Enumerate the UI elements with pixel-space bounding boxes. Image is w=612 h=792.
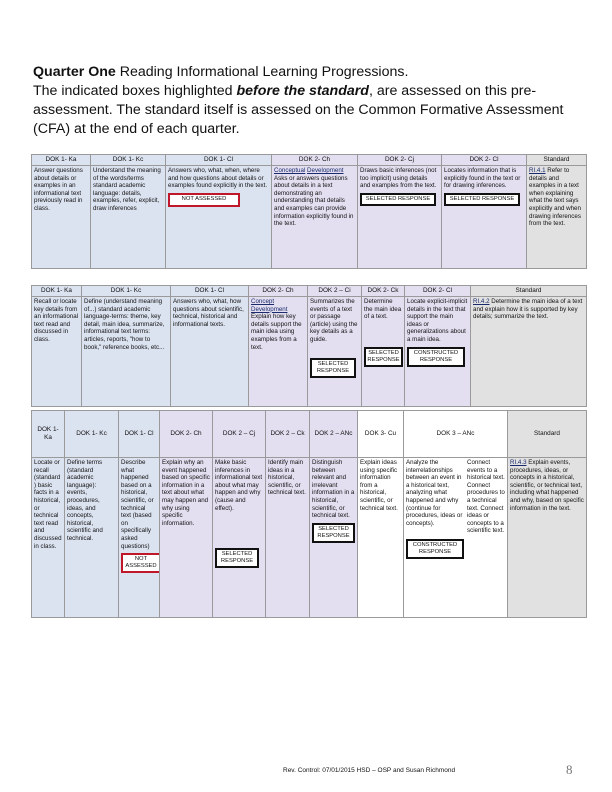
header-standard: Standard: [471, 286, 587, 297]
cell-text: Define (understand meaning of...) standard academic language-terms: theme, key detail, main idea, summarize, informational text terms: articles, reports, "how to book," reference books, etc...: [84, 298, 165, 351]
assessment-box: SELECTED RESPONSE: [444, 193, 520, 206]
assessment-box: CONSTRUCTED RESPONSE: [406, 539, 464, 559]
cell-dok2-cl: [442, 166, 527, 269]
assessment-box: SELECTED RESPONSE: [215, 548, 259, 568]
cell-text: Answer questions about details or examples in an informational text previously read in class.: [34, 167, 83, 212]
intro-emphasis: before the standard: [236, 83, 369, 99]
cell-dok1-cl: [166, 166, 272, 269]
header-dok1-cl: DOK 1- Cl: [119, 411, 160, 458]
cell-text: Answers who, what, how questions about scientific, technical, historical and informational texts.: [173, 298, 244, 328]
cell-dok1-cl: [171, 297, 249, 407]
cell-dok2-anc: [310, 458, 358, 618]
assessment-box: SELECTED RESPONSE: [312, 523, 355, 543]
header-dok1-cl: DOK 1- Cl: [171, 286, 249, 297]
header-dok2-ci: DOK 2 – Ci: [308, 286, 362, 297]
header-dok2-ch: DOK 2- Ch: [160, 411, 213, 458]
cell-text: Explain how key details support the main idea using examples from a text.: [251, 313, 302, 351]
cell-text: Locates information that is explicitly found in the text or for drawing inferences.: [444, 167, 521, 190]
assessment-box: SELECTED RESPONSE: [310, 358, 356, 378]
header-dok1-ka: DOK 1- Ka: [32, 155, 91, 166]
standard-code: RI.4.3: [510, 459, 527, 466]
cell-dok2-cj: [213, 458, 266, 618]
header-standard: Standard: [527, 155, 587, 166]
cell-text: Draws basic inferences (not too implicit) using details and examples from the text.: [360, 167, 437, 190]
cell-text: Connect events to a historical text. Connect procedures to a technical text. Connect ideas or concepts to a scientific text.: [467, 459, 505, 535]
intro-text-a: The indicated boxes highlighted: [33, 83, 237, 99]
cell-text: Identify main ideas in a historical, scientific, or technical text.: [268, 459, 306, 497]
cell-dok2-ck: [266, 458, 310, 618]
cell-dok1-ka: [32, 166, 91, 269]
cell-text: Explain why an event happened based on specific information in a text about what may happen and why using specific information.: [162, 459, 210, 527]
header-dok2-ch: DOK 2- Ch: [249, 286, 308, 297]
cell-dok2-cj: [358, 166, 442, 269]
cell-dok1-cl: [119, 458, 160, 618]
underlined-term: Development: [307, 167, 344, 174]
intro-title: Reading Informational Learning Progressions.: [115, 64, 409, 80]
standard-text: Determine the main idea of a text and explain how it is supported by key details; summarize the text.: [473, 298, 583, 321]
cell-text: Locate or recall (standard) basic facts in a historical, or technical text read and discussed in class.: [34, 459, 62, 550]
cell-dok2-ci: [308, 297, 362, 407]
underlined-term: Development: [251, 305, 288, 313]
underlined-term: Conceptual: [274, 167, 306, 174]
header-dok1-ka: DOK 1- Ka: [32, 286, 82, 297]
header-dok1-cl: DOK 1- Cl: [166, 155, 272, 166]
cell-dok1-kc: [91, 166, 166, 269]
header-dok2-cj: DOK 2 – Cj: [213, 411, 266, 458]
cell-dok1-kc: [65, 458, 119, 618]
assessment-box: CONSTRUCTED RESPONSE: [407, 347, 465, 367]
cell-text: Explain ideas using specific information from a historical, scientific, or technical text.: [360, 459, 398, 512]
cell-text: Define terms (standard academic language): events, procedures, ideas, and concepts, historical, scientific and technical.: [67, 459, 103, 542]
cell-text: Understand the meaning of the words/terms standard academic language: details, examples, refer, explicit, draw inferences: [93, 167, 161, 212]
cell-text: Summarizes the events of a text or passage (article) using the key details as a guide.: [310, 298, 358, 343]
header-dok2-ck: DOK 2- Ck: [362, 286, 405, 297]
cell-dok1-kc: [82, 297, 171, 407]
cell-standard: [508, 458, 587, 618]
underlined-term: Concept: [251, 298, 275, 305]
progression-table-ri43: [31, 410, 587, 618]
page-number: 8: [566, 762, 573, 777]
cell-text: Determine the main idea of a text.: [364, 298, 402, 321]
cell-dok2-ch: [249, 297, 308, 407]
intro-text-b: , are assessed on this pre-assessment. The standard itself is assessed on the Common Formative Assessment (CFA) at the end of each quarter.: [33, 83, 564, 137]
cell-dok3-cu: [358, 458, 404, 618]
cell-text: Analyze the interrelationships between an event in a historical text, analyzing what happened and why (continue for procedures, ideas or concepts).: [406, 459, 463, 527]
header-dok1-ka: DOK 1- Ka: [32, 411, 65, 458]
cell-dok3-anc: [404, 458, 508, 618]
cell-text: Asks or answers questions about details in a text demonstrating an understanding that details and examples can provide information explicitly found in the text.: [274, 174, 354, 228]
header-standard: Standard: [508, 411, 587, 458]
header-dok3-anc: DOK 3 – ANc: [404, 411, 508, 458]
quarter-label: Quarter One: [33, 64, 116, 80]
cell-text: Distinguish between relevant and irrelevant information in a historical, scientific, or technical text.: [312, 459, 355, 520]
assessment-box: NOT ASSESSED: [168, 193, 240, 207]
standard-code: RI.4.2: [473, 298, 490, 305]
cell-text: Recall or locate key details from an informational text read and discussed in class.: [34, 298, 79, 343]
standard-text: Refer to details and examples in a text when explaining what the text says explicitly and when drawing inferences from the text.: [529, 167, 581, 228]
cell-dok2-cl: [405, 297, 471, 407]
cell-text: Describe what happened based on a historical, scientific, or technical text (based on specifically asked questions): [121, 459, 154, 550]
cell-dok2-ch: [272, 166, 358, 269]
standard-text: Explain events, procedures, ideas, or concepts in a historical, scientific, or technical text, including what happened and why, based on specific information in the text.: [510, 459, 584, 512]
assessment-box: SELECTED RESPONSE: [360, 193, 436, 206]
cell-text: Make basic inferences in informational text about what may happen and why (cause and effect).: [215, 459, 263, 512]
cell-standard: [471, 297, 587, 407]
header-dok1-kc: DOK 1- Kc: [91, 155, 166, 166]
cell-dok1-ka: [32, 458, 65, 618]
header-dok2-cl: DOK 2- Cl: [405, 286, 471, 297]
intro-paragraph: [33, 63, 593, 139]
progression-table-ri41: [31, 154, 587, 269]
cell-dok2-ch: [160, 458, 213, 618]
cell-dok1-ka: [32, 297, 82, 407]
cell-dok2-ck: [362, 297, 405, 407]
progression-table-ri42: [31, 285, 587, 407]
header-dok2-cj: DOK 2- Cj: [358, 155, 442, 166]
assessment-box: SELECTED RESPONSE: [364, 347, 403, 367]
header-dok2-ch: DOK 2- Ch: [272, 155, 358, 166]
footer-revision: Rev. Control: 07/01/2015 HSD – OSP and Susan Richmond: [283, 767, 456, 774]
header-dok1-kc: DOK 1- Kc: [82, 286, 171, 297]
cell-text: Answers who, what, when, where and how questions about details or examples found explicitly in the text.: [168, 167, 268, 190]
cell-text: Locate explicit-implicit details in the text that support the main ideas or generalizations about a main idea.: [407, 298, 468, 343]
standard-code: RI.4.1: [529, 167, 546, 174]
header-dok2-ck: DOK 2 – Ck: [266, 411, 310, 458]
header-dok2-anc: DOK 2 – ANc: [310, 411, 358, 458]
header-dok2-cl: DOK 2- Cl: [442, 155, 527, 166]
header-dok3-cu: DOK 3- Cu: [358, 411, 404, 458]
header-dok1-kc: DOK 1- Kc: [65, 411, 119, 458]
assessment-box: NOT ASSESSED: [121, 553, 160, 573]
cell-standard: [527, 166, 587, 269]
